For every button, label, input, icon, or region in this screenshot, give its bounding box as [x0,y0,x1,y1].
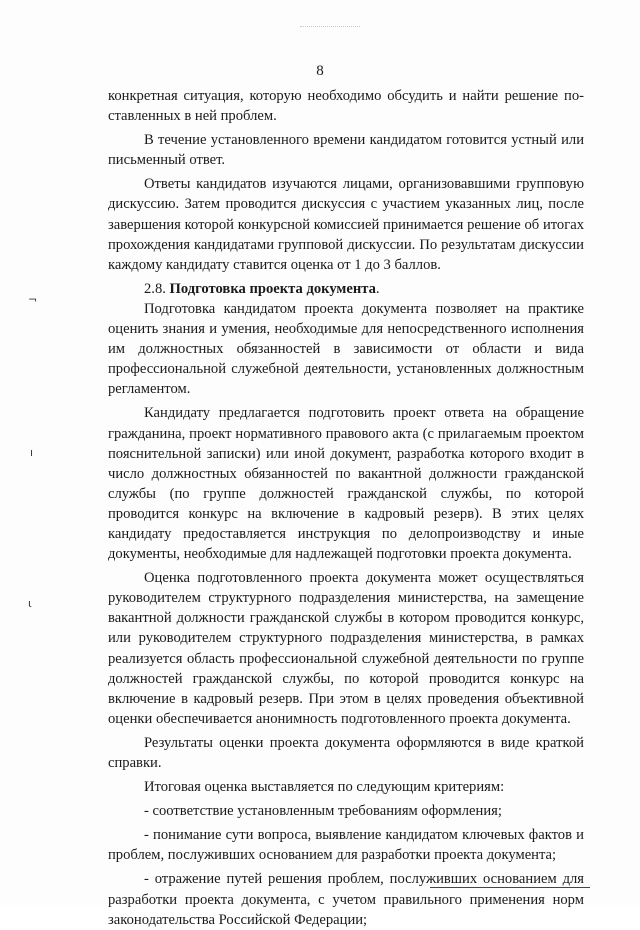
section-number: 2.8. [144,280,166,297]
margin-mark: ¬ [28,293,38,306]
paragraph: Итоговая оценка выставляется по следующим критериям: [144,779,505,796]
paragraph: Ответы кандидатов изучаются лицами, организовавшими групповую дискуссию. Затем проводится дискуссия с участием указанных лиц, после завершения которой конкурсной комиссией принимается решение об итогах прохождения кандидатами групповой дискуссии. По результатам дискуссии каждому кандидату ставится оценка от 1 до 3 баллов. [108,176,584,273]
footer-rule [430,887,590,888]
section-heading: 2.8. Подготовка проекта документа. [144,280,380,297]
list-item: - понимание сути вопроса, выявление кандидатом ключевых фактов и проблем, послуживших основанием для разработки проекта документа; [108,827,584,864]
list-item: - соответствие установленным требованиям оформления; [144,803,502,820]
document-body [108,86,584,930]
paragraph: Подготовка кандидатом проекта документа позволяет на практике оценить знания и умения, необходимые для непосредственного исполнения им должностных обязанностей в зависимости от области и вида профессиональной служебной деятельности, установленных должностным регламентом. [108,300,584,398]
scan-artifact [300,26,360,33]
section-title: Подготовка проекта документа [169,280,376,297]
margin-mark: ɩ [28,597,32,610]
paragraph: конкретная ситуация, которую необходимо обсудить и найти решение поставленных в ней проблем. [108,88,584,125]
paragraph: В течение установленного времени кандидатом готовится устный или письменный ответ. [108,132,584,169]
paragraph: Результаты оценки проекта документа оформляются в виде краткой справки. [108,734,584,771]
page-number: 8 [316,63,324,79]
paragraph: Оценка подготовленного проекта документа может осуществляться руководителем структурного подразделения министерства, на замещение вакантной должности гражданской службы в котором проводится конкурс, или руководителем структурного подразделения министерства, в рамках реализуется область профессиональной служебной деятельности по группе должностей гражданской службы, по которой проводится конкурс на включение в кадровый резерв. При этом в целях проведения объективной оценки обеспечивается анонимность подготовленного проекта документа. [108,570,584,727]
paragraph: Кандидату предлагается подготовить проект ответа на обращение гражданина, проект нормативного правового акта (с прилагаемым проектом пояснительной записки) или иной документ, разработка которого входит в число должностных обязанностей по вакантной должности гражданской службы (по группе должностей гражданской службы, по которой проводится конкурс на включение в кадровый резерв). В этих целях кандидату предоставляется инструкция по делопроизводству и иные документы, необходимые для надлежащей подготовки проекта документа. [108,405,584,563]
list-item: - отражение путей решения проблем, послуживших основанием для разработки проекта документа, с учетом правильного применения норм законодательства Российской Федерации; [108,871,584,928]
margin-mark: ı [30,446,34,459]
